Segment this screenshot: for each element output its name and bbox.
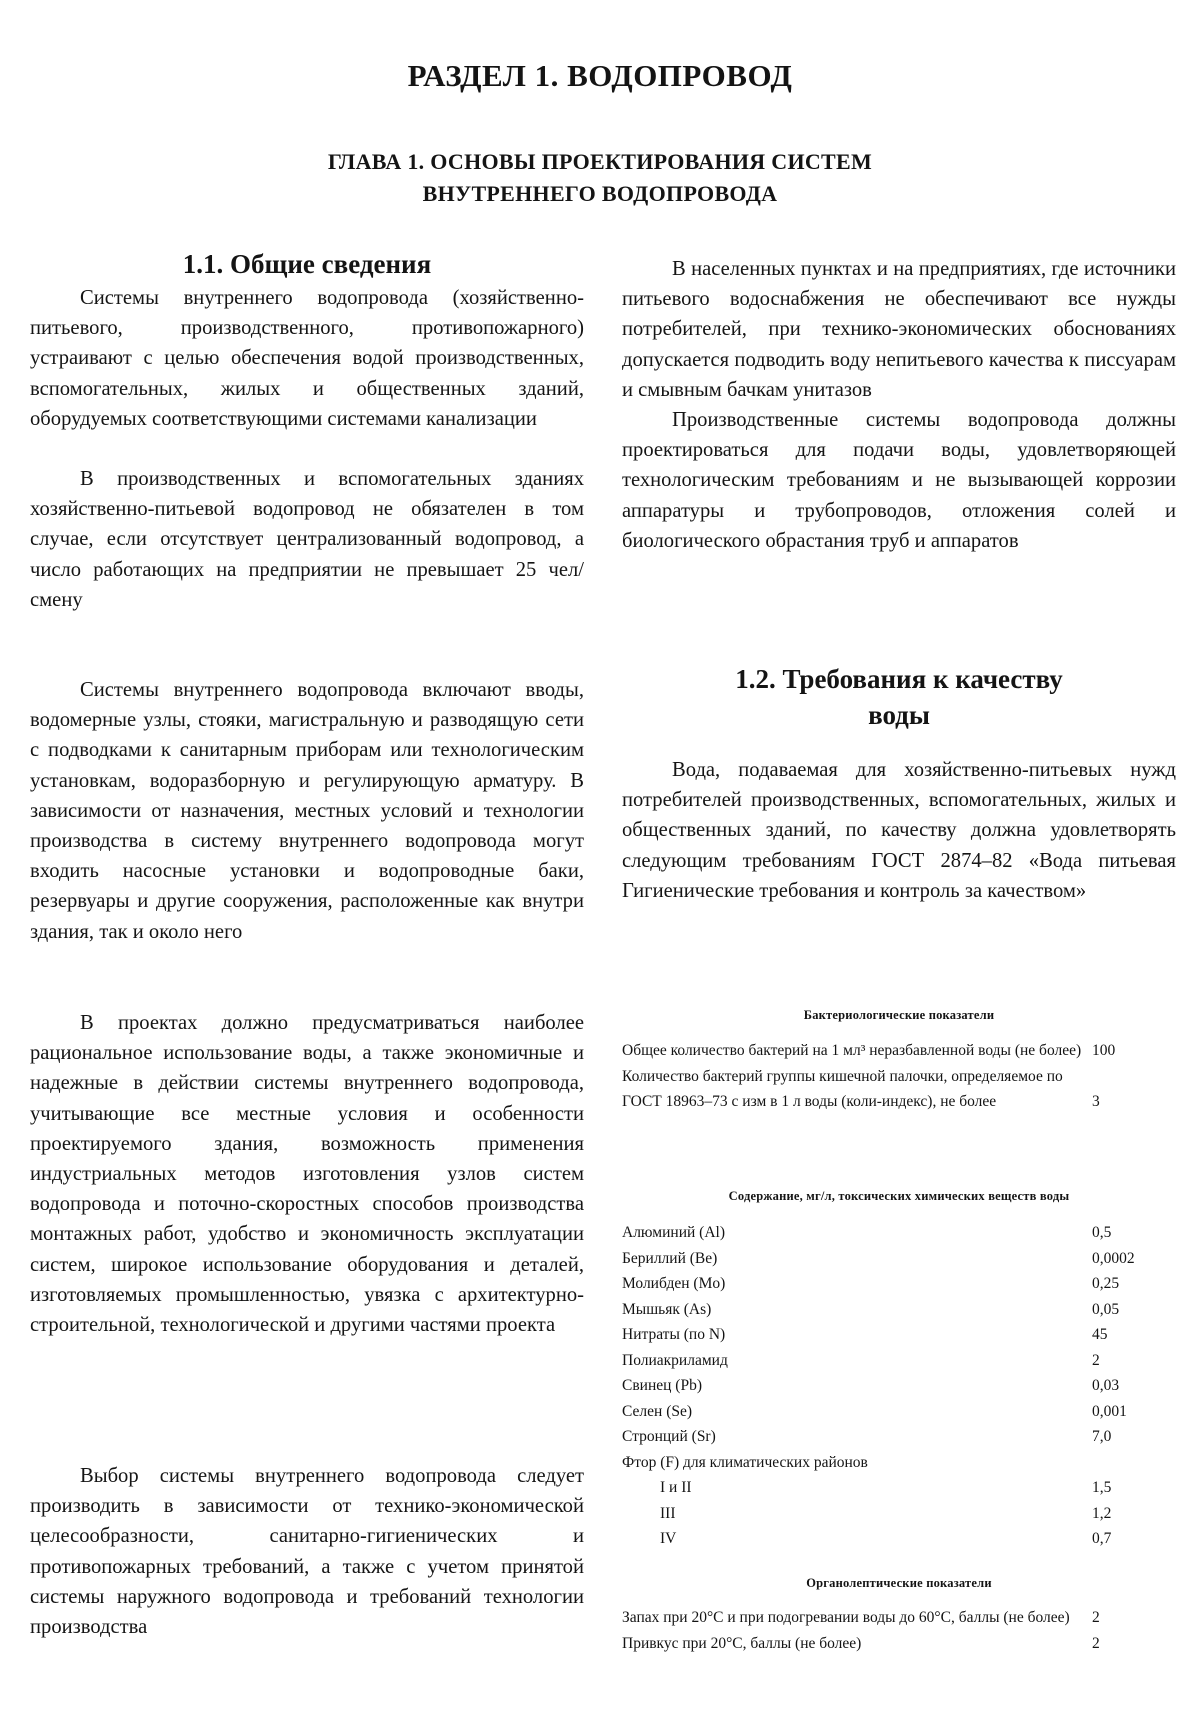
indicator-name: I и II: [660, 1479, 692, 1496]
table-row: [622, 1450, 1176, 1476]
indicator-value: 0,03: [1092, 1377, 1120, 1394]
indicator-name: Молибден (Mo): [622, 1275, 726, 1292]
indicator-name: Мышьяк (As): [622, 1300, 712, 1318]
indicator-value: 0,7: [1092, 1530, 1112, 1547]
section-1-1-paragraph-2: В производственных и вспомогательных зданиях хозяйственно-питьевой водопровод не обязателен в том случае, если отсутствует централизованный водопровод, а число работающих на предприятии не превышает 25 чел/смену: [30, 468, 584, 611]
toxic-substances-table: [622, 1220, 1176, 1552]
table-row: [622, 1501, 1176, 1527]
indicator-name: Привкус при 20°С, баллы (не более): [622, 1634, 862, 1652]
section-1-2-heading-line-2: воды: [868, 700, 930, 730]
indicator-name: Нитраты (по N): [622, 1326, 726, 1343]
indicator-value: 2: [1092, 1609, 1100, 1626]
section-1-1-paragraph-5: Выбор системы внутреннего водопровода следует производить в зависимости от технико-экономической целесообразности, санитарно-гигиенических и противопожарных требований, а также с учетом принятой системы наружного водопровода и требований технологии производства: [30, 1465, 584, 1639]
table-row: [622, 1322, 1176, 1348]
organoleptic-table: [622, 1605, 1176, 1656]
table-row: [622, 1271, 1176, 1297]
indicator-value: 2: [1092, 1351, 1100, 1369]
indicator-value: 3: [1092, 1093, 1100, 1110]
table-row: [622, 1475, 1176, 1501]
indicator-name: Алюминий (Al): [622, 1224, 725, 1241]
indicator-value: 0,001: [1092, 1402, 1127, 1420]
indicator-value: 0,05: [1092, 1300, 1120, 1318]
table-row: [622, 1220, 1176, 1246]
indicator-value: 1,2: [1092, 1504, 1112, 1522]
table-row: [622, 1038, 1176, 1064]
toxic-table-heading: Содержание, мг/л, токсических химических веществ воды: [728, 1189, 1070, 1203]
table-row: [622, 1399, 1176, 1425]
section-1-1-heading: 1.1. Общие сведения: [182, 249, 432, 279]
section-1-2-heading-line-1: 1.2. Требования к качеству: [735, 664, 1063, 694]
bacteriological-table: [622, 1038, 1176, 1115]
organoleptic-table-heading: Органолептические показатели: [806, 1576, 992, 1590]
indicator-name: IV: [660, 1530, 677, 1547]
right-paragraph-1: В населенных пунктах и на предприятиях, где источники питьевого водоснабжения не обеспечивают все нужды потребителей, при технико-экономических обоснованиях допускается подводить воду непитьевого качества к писсуарам и смывным бачкам унитазов: [622, 258, 1176, 401]
indicator-value: 1,5: [1092, 1479, 1112, 1496]
indicator-name: Бериллий (Be): [622, 1249, 718, 1267]
page-title: РАЗДЕЛ 1. ВОДОПРОВОД: [407, 58, 793, 93]
section-1-2-paragraph: Вода, подаваемая для хозяйственно-питьевых нужд потребителей производственных, вспомогательных, жилых и общественных зданий, по качеству должна удовлетворять следующим требованиям ГОСТ 2874–82 «Вода питьевая Гигиенические требования и контроль за качеством»: [622, 759, 1176, 902]
right-paragraph-2: Производственные системы водопровода должны проектироваться для подачи воды, удовлетворяющей технологическим требованиям и не вызывающей коррозии аппаратуры и трубопроводов, отложения солей и биологического обрастания труб и аппаратов: [622, 409, 1176, 552]
section-1-1-paragraph-4: В проектах должно предусматриваться наиболее рациональное использование воды, а также экономичные и надежные в действии системы внутреннего водопровода, учитывающие все местные условия и особенности проектируемого здания, возможность применения индустриальных методов изготовления узлов систем водопровода и поточно-скоростных способов производства монтажных работ, удобство и экономичность эксплуатации систем, широкое использование оборудования и деталей, изготовляемых промышленностью, увязка с архитектурно-строительной, технологической и другими частями проекта: [30, 1012, 584, 1337]
table-row: [622, 1297, 1176, 1323]
indicator-value: 45: [1092, 1326, 1108, 1343]
indicator-name: Свинец (Pb): [622, 1377, 702, 1394]
bacteriological-table-heading: Бактериологические показатели: [803, 1008, 995, 1022]
indicator-name: Полиакриламид: [622, 1351, 728, 1369]
indicator-name: Запах при 20°С и при подогревании воды до 60°С, баллы (не более): [622, 1609, 1070, 1626]
indicator-name: Селен (Se): [622, 1402, 693, 1420]
indicator-value: 7,0: [1092, 1428, 1112, 1445]
chapter-title: [0, 146, 1200, 210]
table-row: [622, 1631, 1176, 1657]
indicator-name: Стронций (Sr): [622, 1428, 716, 1445]
table-row: [622, 1246, 1176, 1272]
section-1-1-paragraph-1: Системы внутреннего водопровода (хозяйственно-питьевого, производственного, противопожарного) устраивают с целью обеспечения водой производственных, вспомогательных, жилых и общественных зданий, оборудуемых соответствующими системами канализации: [30, 287, 584, 430]
indicator-value: 100: [1092, 1042, 1116, 1059]
indicator-value: 0,25: [1092, 1275, 1120, 1292]
chapter-title-line-2: ВНУТРЕННЕГО ВОДОПРОВОДА: [422, 181, 778, 206]
table-row: [622, 1348, 1176, 1374]
chapter-title-line-1: ГЛАВА 1. ОСНОВЫ ПРОЕКТИРОВАНИЯ СИСТЕМ: [327, 149, 873, 174]
table-row: [622, 1424, 1176, 1450]
indicator-name: Фтор (F) для климатических районов: [622, 1453, 868, 1471]
indicator-name: III: [660, 1504, 676, 1522]
indicator-name: Общее количество бактерий на 1 мл³ неразбавленной воды (не более): [622, 1042, 1082, 1059]
table-row: [622, 1064, 1176, 1115]
table-row: [622, 1373, 1176, 1399]
indicator-value: 2: [1092, 1634, 1100, 1652]
table-row: [622, 1605, 1176, 1631]
indicator-value: 0,5: [1092, 1224, 1112, 1241]
table-row: [622, 1526, 1176, 1552]
section-1-1-paragraph-3: Системы внутреннего водопровода включают вводы, водомерные узлы, стояки, магистральную и разводящую сети с подводками к санитарным приборам или технологическим установкам, водоразборную и регулирующую арматуру. В зависимости от назначения, местных условий и технологии производства в систему внутреннего водопровода могут входить насосные установки и водопроводные баки, резервуары и другие сооружения, расположенные как внутри здания, так и около него: [30, 679, 584, 943]
indicator-name: Количество бактерий группы кишечной палочки, определяемое по ГОСТ 18963–73 с изм в 1 л воды (коли-индекс), не более: [622, 1067, 1063, 1110]
section-1-2-heading: [622, 661, 1176, 733]
indicator-value: 0,0002: [1092, 1249, 1135, 1267]
